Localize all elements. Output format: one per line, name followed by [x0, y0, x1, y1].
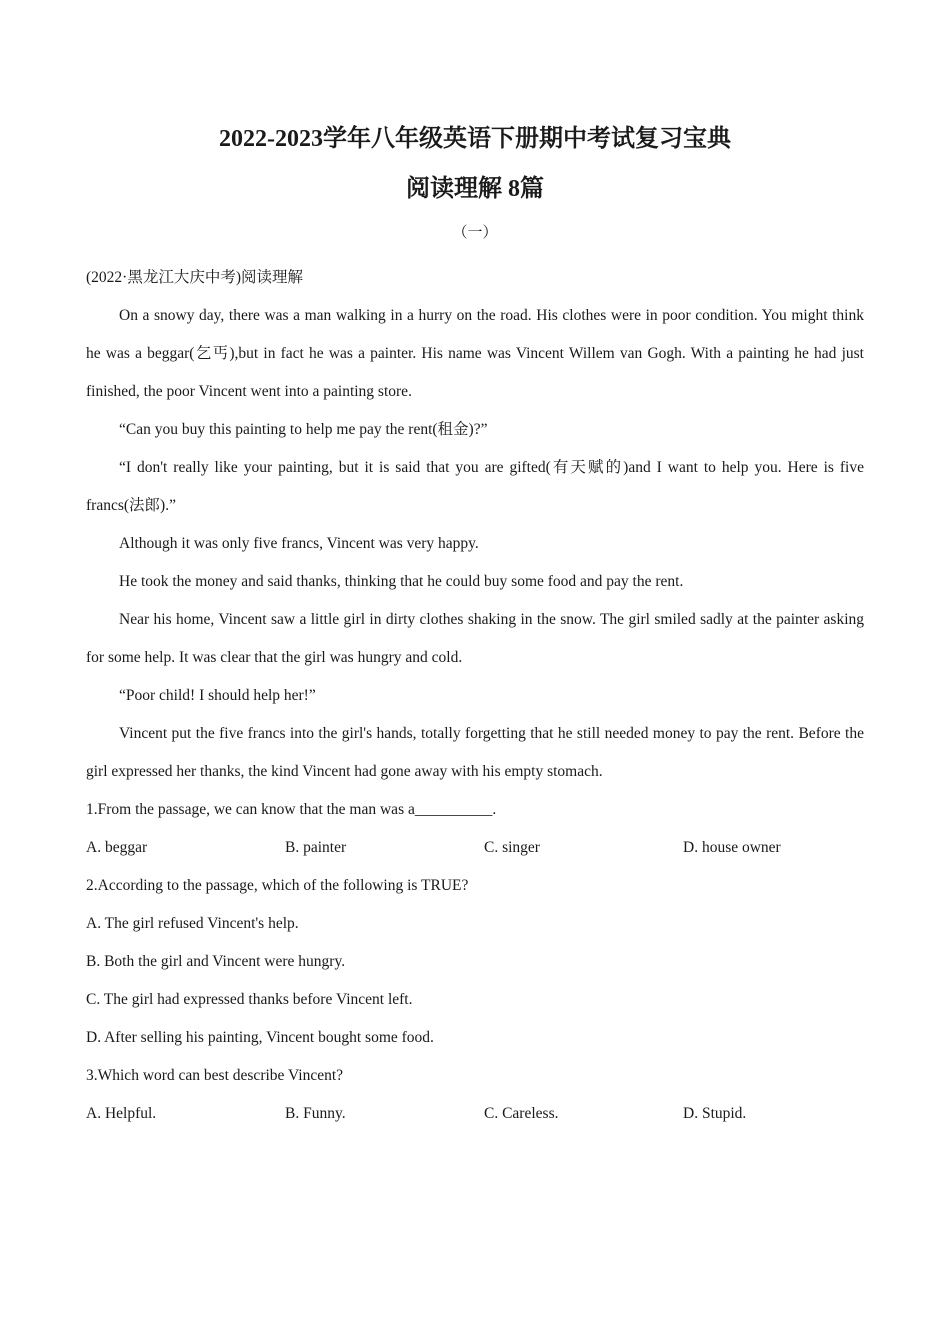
passage-paragraph: On a snowy day, there was a man walking in a hurry on the road. His clothes were in poor condition. You might think he was a beggar(乞丐),but in fact he was a painter. His name was Vincent Willem van Gogh. With a painting he had just finished, the poor Vincent went into a painting store. [86, 307, 864, 400]
question-2-option-b: B. Both the girl and Vincent were hungry. [86, 953, 346, 970]
question-3-option-a: A. Helpful. [86, 1105, 157, 1122]
passage-content [86, 259, 864, 1133]
question-3-option-c: C. Careless. [484, 1105, 559, 1122]
question-3-option-d: D. Stupid. [683, 1105, 747, 1122]
section-number: （一） [452, 225, 498, 241]
passage-paragraph: “I don't really like your painting, but it is said that you are gifted(有天赋的)and I want to help you. Here is five francs(法郎).” [86, 459, 864, 514]
question-1-options [86, 829, 864, 867]
passage-paragraph: Near his home, Vincent saw a little girl in dirty clothes shaking in the snow. The girl smiled sadly at the painter asking for some help. It was clear that the girl was hungry and cold. [86, 611, 864, 666]
question-1-option-b: B. painter [285, 839, 347, 856]
question-2-option-d: D. After selling his painting, Vincent bought some food. [86, 1029, 434, 1046]
question-3-stem: 3.Which word can best describe Vincent? [86, 1067, 344, 1084]
question-1-option-c: C. singer [484, 839, 540, 856]
question-3-option-b: B. Funny. [285, 1105, 346, 1122]
passage-source: (2022·黑龙江大庆中考)阅读理解 [86, 269, 303, 286]
question-1-stem: 1.From the passage, we can know that the man was a__________. [86, 801, 497, 818]
question-2-stem: 2.According to the passage, which of the following is TRUE? [86, 877, 469, 894]
document-subtitle: 阅读理解 8篇 [406, 176, 544, 202]
passage-paragraph: Vincent put the five francs into the girl's hands, totally forgetting that he still needed money to pay the rent. Before the girl expressed her thanks, the kind Vincent had gone away with his empty stomach. [86, 725, 864, 780]
passage-paragraph: “Poor child! I should help her!” [119, 687, 316, 704]
passage-paragraph: Although it was only five francs, Vincent was very happy. [119, 535, 479, 552]
question-1-option-a: A. beggar [86, 839, 148, 856]
question-2-option-c: C. The girl had expressed thanks before Vincent left. [86, 991, 413, 1008]
question-2-option-a: A. The girl refused Vincent's help. [86, 915, 299, 932]
question-1-option-d: D. house owner [683, 839, 781, 856]
passage-paragraph: He took the money and said thanks, thinking that he could buy some food and pay the rent. [119, 573, 684, 590]
question-3-options [86, 1095, 864, 1133]
passage-paragraph: “Can you buy this painting to help me pay the rent(租金)?” [119, 421, 488, 438]
document-title: 2022-2023学年八年级英语下册期中考试复习宝典 [219, 126, 731, 152]
